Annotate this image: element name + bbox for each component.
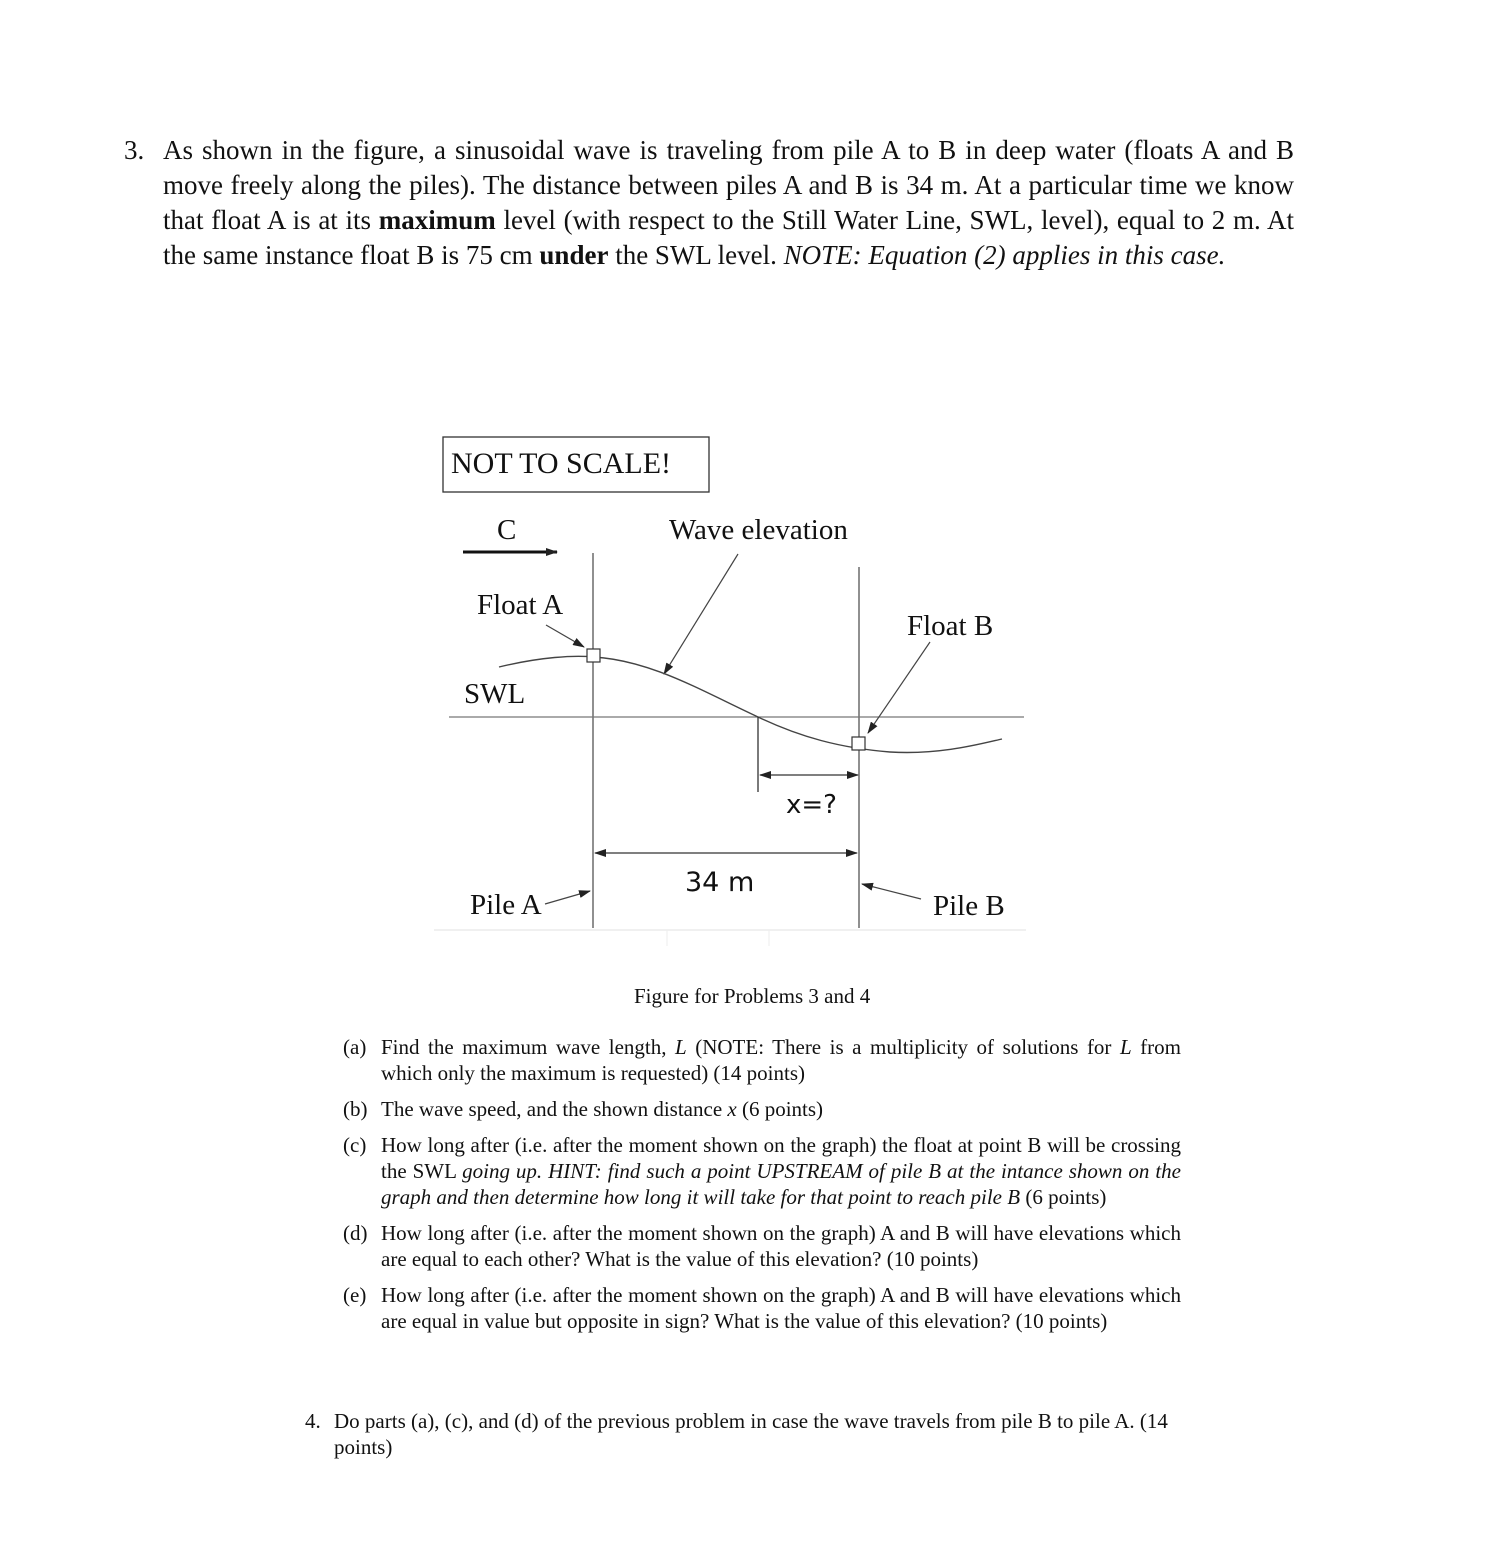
- wave-elevation-leader: [664, 554, 738, 674]
- part-a: [343, 1034, 1181, 1086]
- part-d: [343, 1220, 1181, 1272]
- float-b: [852, 737, 865, 750]
- part-text: [381, 1096, 1181, 1122]
- part-label: (d): [343, 1221, 368, 1245]
- problem-3-text: [163, 133, 1294, 273]
- celerity-label: C: [497, 514, 517, 546]
- float-a-label: Float A: [477, 589, 564, 621]
- part-b: [343, 1096, 1181, 1122]
- figure-caption: Figure for Problems 3 and 4: [634, 984, 871, 1008]
- text-run: As shown in the figure, a sinusoidal wave is traveling from pile A to B in deep water (floats A and B move freely along the piles). The distance between piles A and B is 34 m. At a particular time we know that float A is at its: [163, 135, 1294, 235]
- text-run: level (with respect to the Still Water Line, SWL, level), equal to 2 m. At the same instance float B is 75 cm: [163, 205, 1294, 270]
- text-run: How long after (i.e. after the moment shown on the graph) the float at point B will be crossing the SWL: [381, 1133, 1181, 1183]
- text-run: (NOTE: There is a multiplicity of solutions for: [686, 1035, 1120, 1059]
- text-run: (6 points): [1020, 1185, 1107, 1209]
- problem-4-text: Do parts (a), (c), and (d) of the previous problem in case the wave travels from pile B to pile A. (14 points): [334, 1409, 1168, 1459]
- float-a-leader: [546, 625, 584, 647]
- pile-b-leader: [862, 884, 921, 899]
- part-e: [343, 1282, 1181, 1334]
- part-label: (a): [343, 1035, 367, 1059]
- text-run: Find the maximum wave length,: [381, 1035, 675, 1059]
- text-run: (6 points): [736, 1097, 824, 1121]
- text-run: The wave speed, and the shown distance: [381, 1097, 728, 1121]
- scale-note-label: NOT TO SCALE!: [451, 447, 672, 480]
- problem-4: [305, 1408, 1181, 1460]
- text-run: NOTE: Equation (2) applies in this case.: [783, 240, 1226, 270]
- text-run: L: [1119, 1035, 1132, 1059]
- part-label: (b): [343, 1097, 368, 1121]
- part-c: [343, 1132, 1181, 1210]
- text-run: the SWL level.: [608, 240, 784, 270]
- problem-3-parts: [343, 1034, 1181, 1344]
- problem-4-number: 4.: [305, 1409, 321, 1433]
- distance-label: 34 m: [685, 867, 755, 898]
- float-b-leader: [868, 642, 930, 733]
- part-label: (c): [343, 1133, 367, 1157]
- float-b-label: Float B: [907, 610, 994, 642]
- pile-a-label: Pile A: [470, 889, 542, 921]
- part-text: [381, 1034, 1181, 1086]
- text-run: How long after (i.e. after the moment shown on the graph) A and B will have elevations which are equal to each other? What is the value of this elevation? (10 points): [381, 1221, 1181, 1271]
- text-run: going up. HINT: find such a point UPSTREAM of pile B at the intance shown on the graph and then determine how long it will take for that point to reach pile B: [381, 1159, 1181, 1209]
- pile-b-label: Pile B: [933, 890, 1005, 922]
- part-text: [381, 1220, 1181, 1272]
- float-a: [587, 649, 600, 662]
- swl-label: SWL: [464, 678, 526, 710]
- scale-note-box: [443, 437, 709, 492]
- x-dimension-label: x=?: [786, 790, 837, 820]
- pile-a-leader: [545, 891, 590, 904]
- text-run: maximum: [378, 205, 496, 235]
- text-run: L: [675, 1035, 687, 1059]
- wave-elevation-label: Wave elevation: [669, 514, 848, 546]
- part-text: [381, 1132, 1181, 1210]
- problem-3-number: 3.: [124, 135, 145, 165]
- text-run: from which only the maximum is requested) (14 points): [381, 1035, 1181, 1085]
- text-run: How long after (i.e. after the moment shown on the graph) A and B will have elevations which are equal in value but opposite in sign? What is the value of this elevation? (10 points): [381, 1283, 1181, 1333]
- part-text: [381, 1282, 1181, 1334]
- text-run: under: [539, 240, 609, 270]
- problem-3: [124, 133, 1294, 273]
- text-run: x: [727, 1097, 737, 1121]
- wave-curve: [499, 656, 1002, 752]
- part-label: (e): [343, 1283, 367, 1307]
